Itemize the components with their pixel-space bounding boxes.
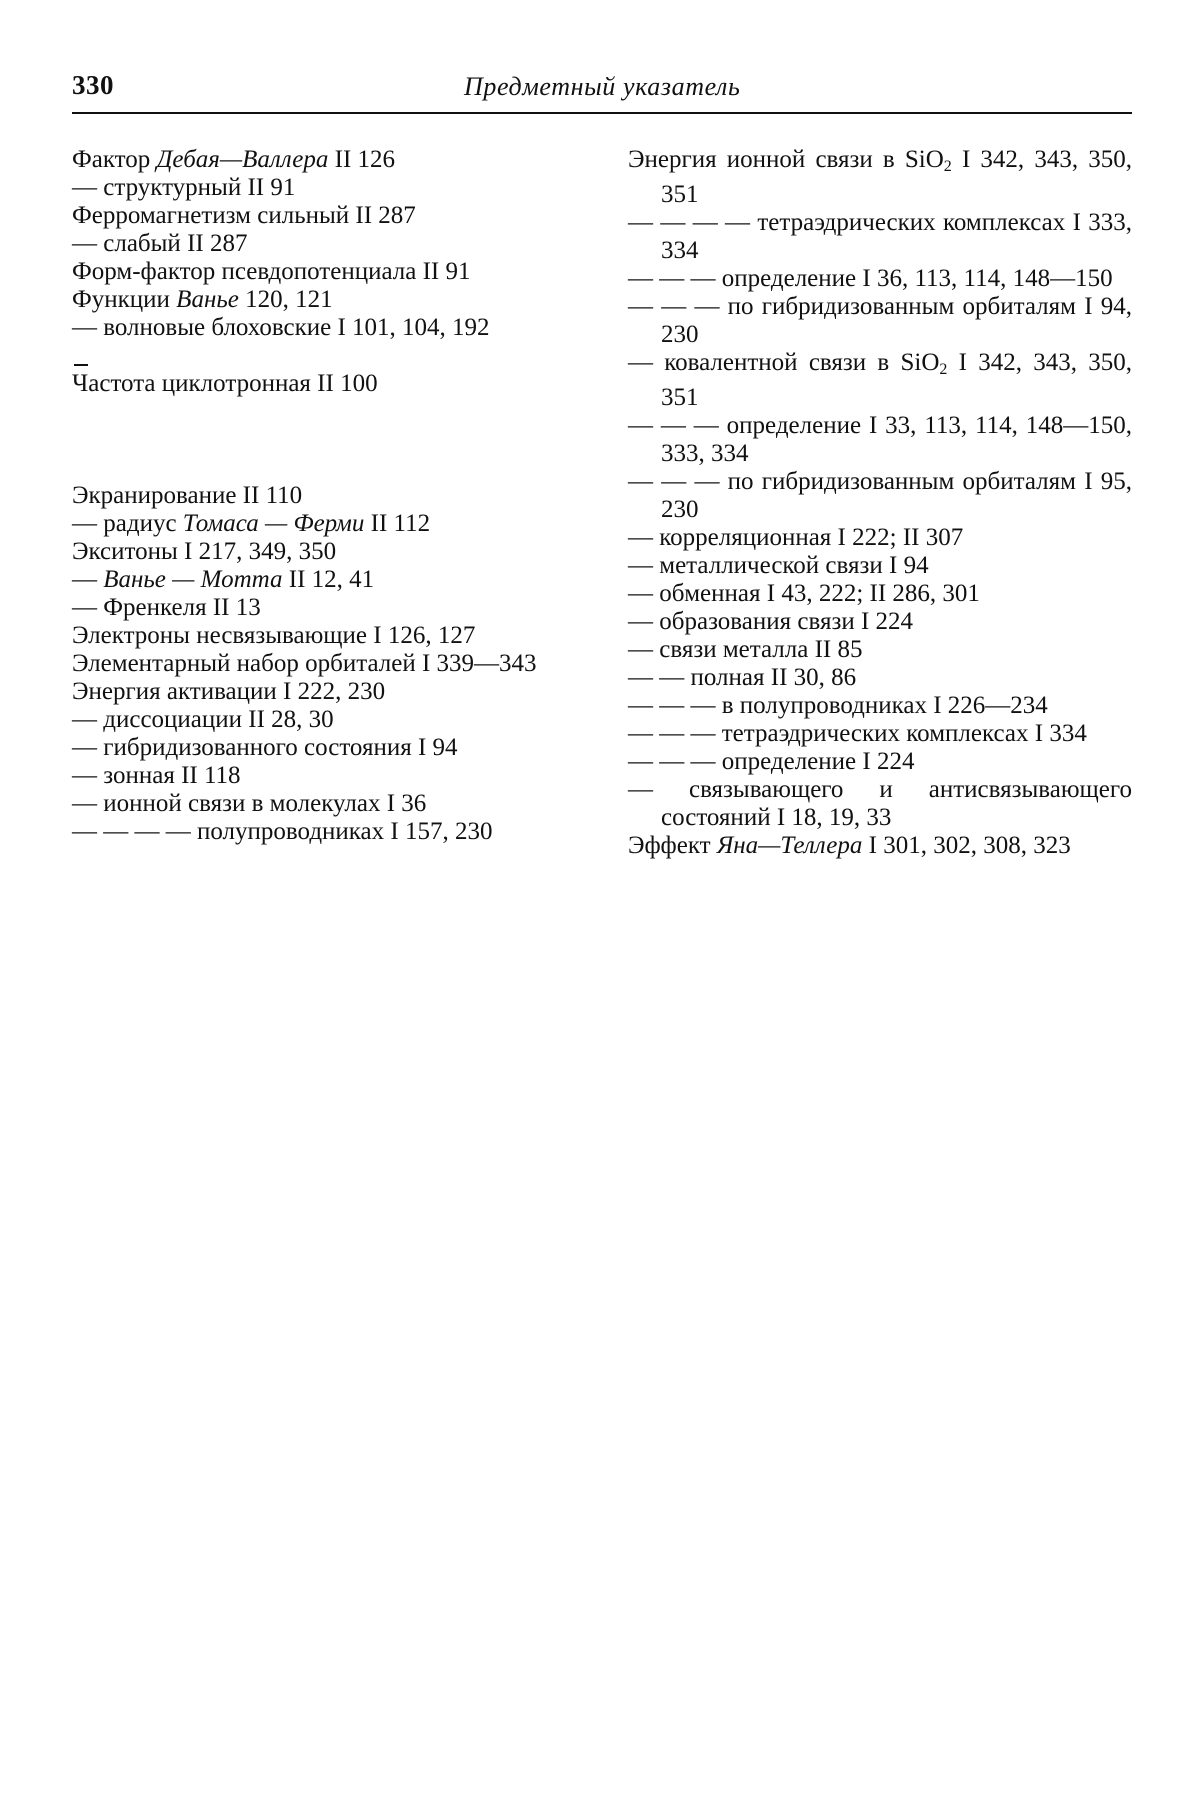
- entry-text: Частота циклотронная II 100: [72, 370, 378, 397]
- index-entry: [72, 818, 574, 846]
- running-title: Предметный указатель: [464, 72, 741, 101]
- entry-text: — корреляционная I 222; II 307: [628, 524, 964, 551]
- index-entry: [628, 293, 1132, 349]
- index-entry: [628, 748, 1132, 776]
- index-entry: [72, 790, 574, 818]
- entry-text: 120, 121: [238, 286, 333, 313]
- entry-text: Фактор: [72, 146, 157, 173]
- entry-text: Функции: [72, 286, 177, 313]
- entry-text: — связывающего и антисвязывающего состояний I 18, 19, 33: [628, 776, 1132, 831]
- entry-text: Дебая—Валлера: [156, 146, 329, 173]
- entry-text: — — полная II 30, 86: [628, 664, 857, 691]
- index-entry: [628, 664, 1132, 692]
- entry-text: — структурный II 91: [72, 174, 296, 201]
- index-entry: [72, 314, 574, 342]
- index-column-right: [628, 146, 1132, 860]
- index-entry: [628, 636, 1132, 664]
- letter-gap: [72, 398, 574, 482]
- entry-text: Энергия ионной связи в SiO: [628, 146, 944, 173]
- index-entry: [628, 580, 1132, 608]
- index-entry: [72, 678, 574, 706]
- entry-text: Электроны несвязывающие I 126, 127: [72, 622, 476, 649]
- entry-text: — — — определение I 33, 113, 114, 148—150, 333, 334: [628, 412, 1132, 467]
- index-entry: [72, 566, 574, 594]
- entry-text: — радиус: [72, 510, 183, 537]
- subscript: 2: [943, 158, 952, 175]
- index-entry: [628, 552, 1132, 580]
- index-entry: [628, 608, 1132, 636]
- entry-text: Ферромагнетизм сильный II 287: [72, 202, 416, 229]
- entry-text: Элементарный набор орбиталей I 339—343: [72, 650, 537, 677]
- entry-text: — — — по гибридизованным орбиталям I 94, 230: [628, 293, 1132, 348]
- index-entry: [628, 412, 1132, 468]
- entry-text: — — — определение I 224: [628, 748, 915, 775]
- index-entry: [72, 762, 574, 790]
- entry-text: I 301, 302, 308, 323: [862, 832, 1071, 859]
- index-entry: [628, 265, 1132, 293]
- entry-text: Яна—Теллера: [716, 832, 863, 859]
- header-rule: [72, 112, 1132, 114]
- subscript: 2: [939, 361, 948, 378]
- entry-text: II 12, 41: [282, 566, 375, 593]
- entry-text: I 342, 343, 350, 351: [661, 146, 1132, 208]
- index-entry: [628, 209, 1132, 265]
- entry-text: — диссоциации II 28, 30: [72, 706, 334, 733]
- entry-text: Томаса — Ферми: [182, 510, 365, 537]
- entry-text: — ионной связи в молекулах I 36: [72, 790, 427, 817]
- index-entry: [72, 594, 574, 622]
- entry-text: I 342, 343, 350, 351: [661, 349, 1132, 411]
- page-header: [72, 70, 1132, 114]
- index-entry: [628, 832, 1132, 860]
- index-entry: [628, 468, 1132, 524]
- entry-text: II 126: [328, 146, 396, 173]
- index-entry: [628, 349, 1132, 412]
- letter-separator: [72, 342, 574, 370]
- index-entry: [72, 622, 574, 650]
- entry-text: — металлической связи I 94: [628, 552, 929, 579]
- index-entry: [72, 482, 574, 510]
- page-number: 330: [72, 70, 114, 100]
- index-entry: [72, 174, 574, 202]
- entry-text: Ванье: [176, 286, 239, 313]
- entry-text: — слабый II 287: [72, 230, 248, 257]
- entry-text: Экситоны I 217, 349, 350: [72, 538, 337, 565]
- index-entry: [628, 692, 1132, 720]
- entry-text: — зонная II 118: [72, 762, 241, 789]
- entry-text: — гибридизованного состояния I 94: [72, 734, 458, 761]
- entry-text: — ковалентной связи в SiO: [628, 349, 940, 376]
- index-entry: [72, 370, 574, 398]
- entry-text: Форм-фактор псевдопотенциала II 91: [72, 258, 471, 285]
- entry-text: —: [72, 566, 104, 593]
- entry-text: — — — по гибридизованным орбиталям I 95, 230: [628, 468, 1132, 523]
- index-entry: [628, 720, 1132, 748]
- entry-text: — — — — полупроводниках I 157, 230: [72, 818, 493, 845]
- entry-text: Энергия активации I 222, 230: [72, 678, 386, 705]
- index-entry: [72, 230, 574, 258]
- index-entry: [628, 524, 1132, 552]
- index-entry: [628, 776, 1132, 832]
- entry-text: — связи металла II 85: [628, 636, 863, 663]
- entry-text: II 112: [364, 510, 431, 537]
- entry-text: — — — определение I 36, 113, 114, 148—150: [628, 265, 1113, 292]
- entry-text: Экранирование II 110: [72, 482, 303, 509]
- entry-text: — — — в полупроводниках I 226—234: [628, 692, 1048, 719]
- index-entry: [72, 202, 574, 230]
- entry-text: — — — — тетраэдрических комплексах I 333, 334: [628, 209, 1132, 264]
- index-entry: [72, 706, 574, 734]
- entry-text: — образования связи I 224: [628, 608, 914, 635]
- entry-text: — Френкеля II 13: [72, 594, 261, 621]
- index-entry: [72, 734, 574, 762]
- index-entry: [72, 258, 574, 286]
- entry-text: Эффект: [628, 832, 717, 859]
- entry-text: — обменная I 43, 222; II 286, 301: [628, 580, 980, 607]
- index-entry: [72, 650, 574, 678]
- index-entry: [628, 146, 1132, 209]
- entry-text: — волновые блоховские I 101, 104, 192: [72, 314, 490, 341]
- index-entry: [72, 286, 574, 314]
- index-entry: [72, 510, 574, 538]
- index-column-left: [72, 146, 574, 846]
- entry-text: Ванье — Мотта: [103, 566, 283, 593]
- entry-text: — — — тетраэдрических комплексах I 334: [628, 720, 1087, 747]
- index-entry: [72, 538, 574, 566]
- index-entry: [72, 146, 574, 174]
